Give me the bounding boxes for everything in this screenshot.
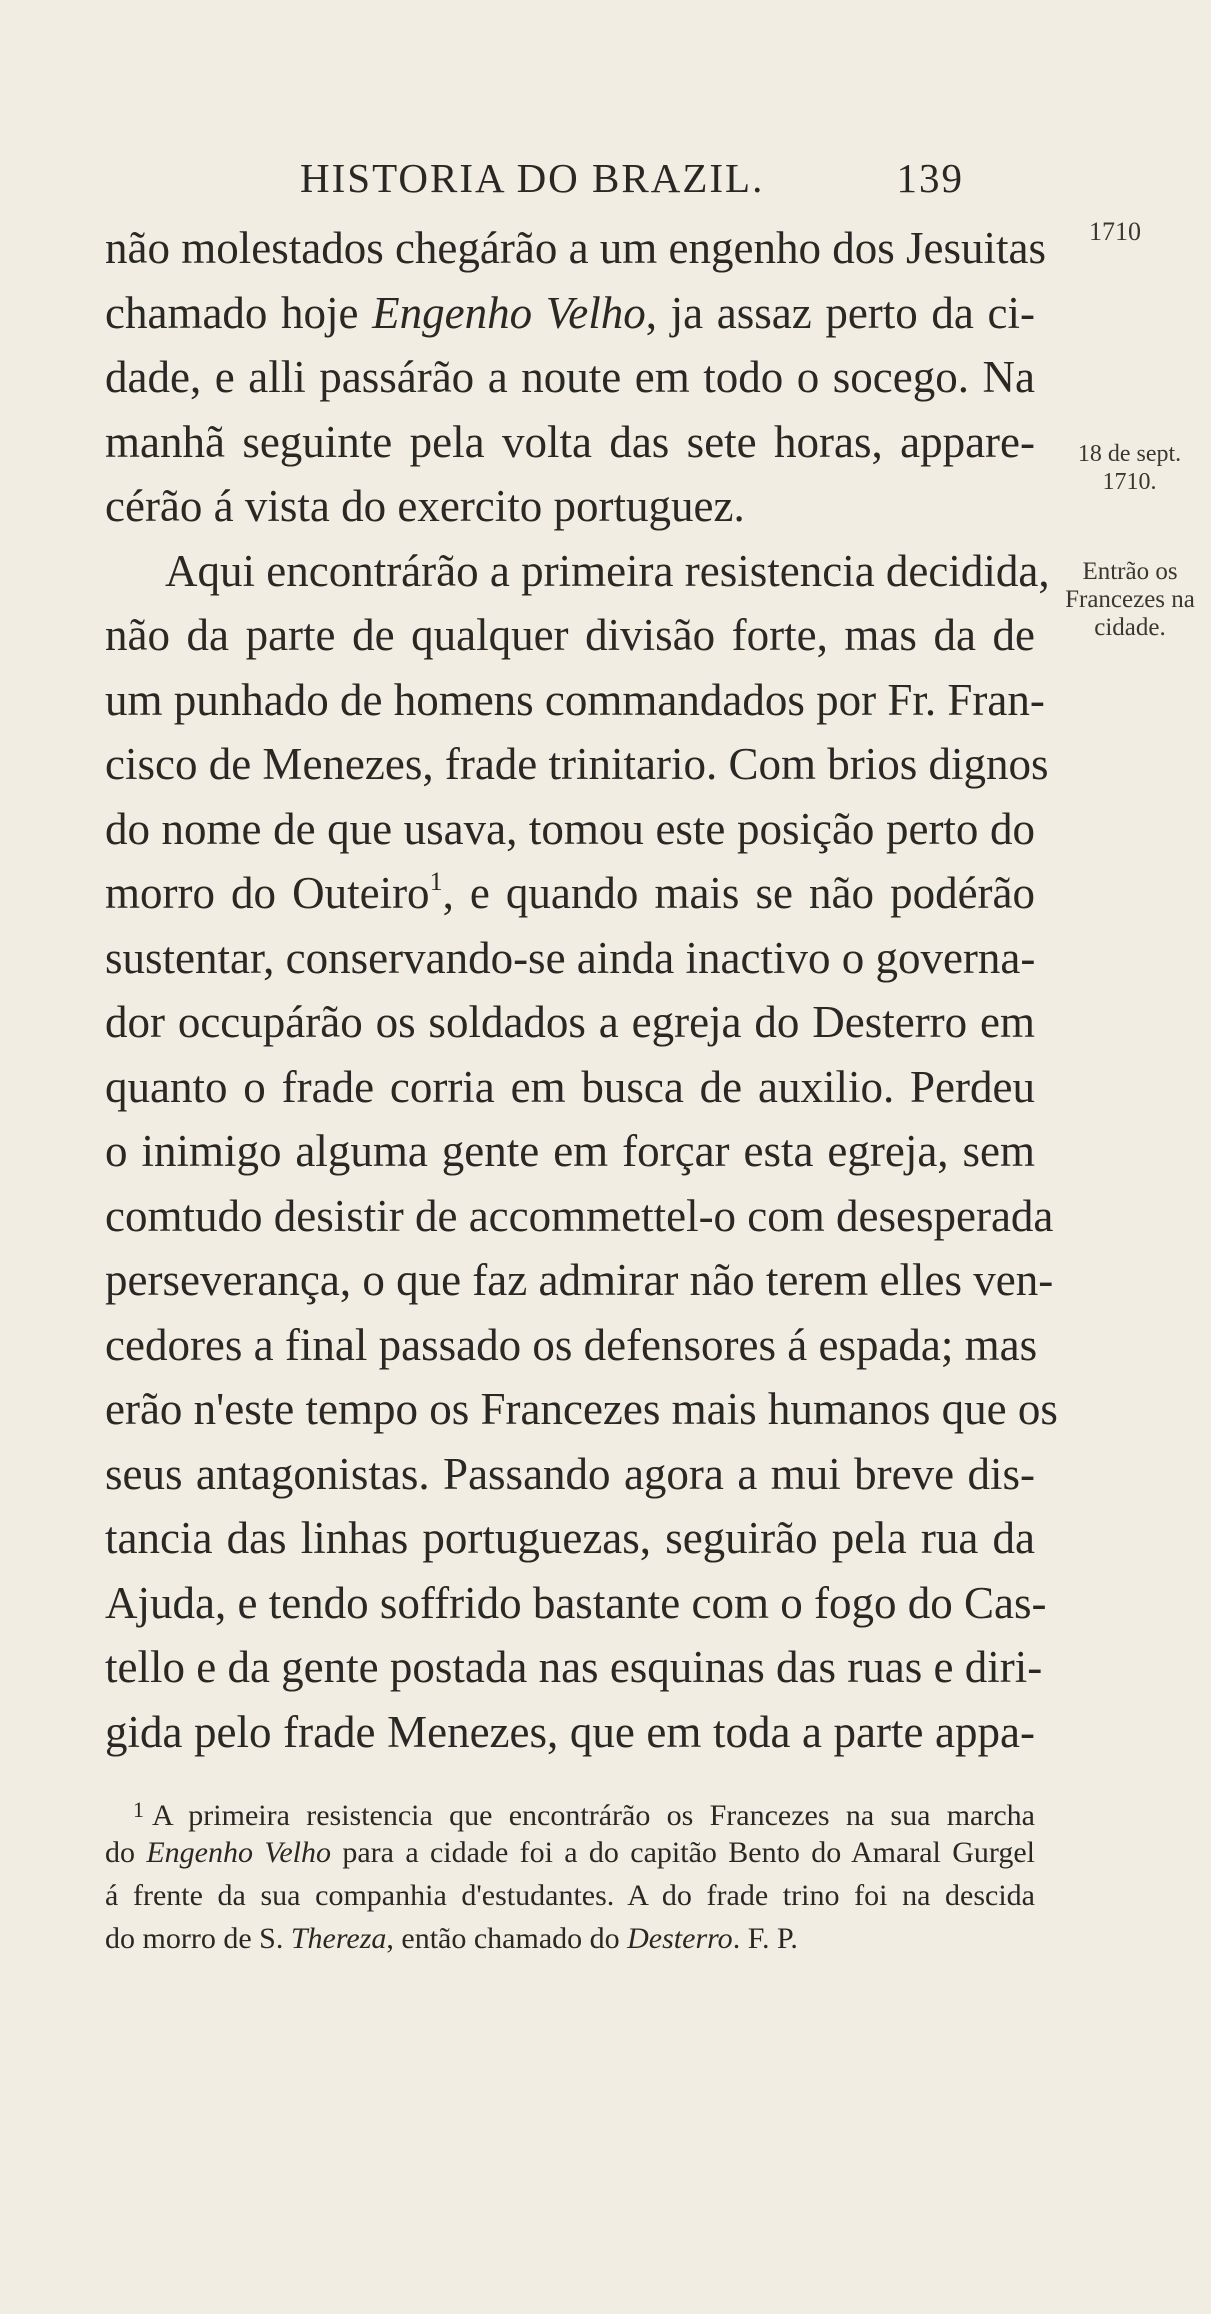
- body-line: tancia das linhas portuguezas, seguirão pela rua da: [105, 1513, 1035, 1563]
- margin-note-line: 1710: [1089, 217, 1141, 246]
- body-line: o inimigo alguma gente em forçar esta egreja, sem: [105, 1126, 1035, 1176]
- body-line: cedores a final passado os defensores á espada; mas: [105, 1319, 1038, 1370]
- body-line: cisco de Menezes, frade trinitario. Com brios dignos: [105, 739, 1049, 789]
- italic-text: Engenho Velho: [372, 287, 646, 338]
- body-line: não da parte de qualquer divisão forte, mas da de: [105, 610, 1035, 660]
- body-line: dade, e alli passárão a noute em todo o socego. Na: [105, 352, 1035, 402]
- margin-note-line: cidade.: [1094, 614, 1166, 641]
- body-line: morro do Outeiro$^1$, e quando mais se não podérão: [105, 867, 1036, 918]
- italic-text: Desterro: [627, 1922, 733, 1955]
- footnote-line: do morro de S. Thereza, então chamado do Desterro. F. P.: [105, 1922, 798, 1955]
- page-number: 139: [896, 155, 964, 201]
- body-line: quanto o frade corria em busca de auxilio. Perdeu: [105, 1061, 1035, 1112]
- body-line: tello e da gente postada nas esquinas das ruas e diri-: [105, 1642, 1043, 1692]
- body-line: sustentar, conservando-se ainda inactivo o governa-: [105, 932, 1036, 983]
- italic-text: Thereza: [290, 1922, 387, 1955]
- footnote-line: [105, 1788, 1035, 1831]
- body-line: chamado hoje Engenho Velho, ja assaz perto da ci-: [105, 287, 1035, 338]
- footnote: [105, 1788, 1035, 1960]
- margin-note-year: [1060, 218, 1170, 246]
- body-line: não molestados chegárão a um engenho dos Jesuitas: [105, 223, 1047, 273]
- body-text: [105, 216, 1058, 1764]
- body-line: um punhado de homens commandados por Fr. Fran-: [105, 674, 1045, 725]
- footnote-line: do Engenho Velho para a cidade foi a do capitão Bento do Amaral Gurgel: [105, 1836, 1036, 1869]
- body-line: do nome de que usava, tomou este posição perto do: [105, 803, 1035, 854]
- body-line: Ajuda, e tendo soffrido bastante com o fogo do Cas-: [105, 1577, 1047, 1628]
- body-line: Aqui encontrárão a primeira resistencia decidida,: [165, 545, 1050, 596]
- footnote-line-text: A primeira resistencia que encontrárão os Francezes na sua marcha: [152, 1799, 1035, 1832]
- margin-note-line: 1710.: [1102, 469, 1157, 495]
- footnote-marker: 1: [133, 1797, 144, 1822]
- body-line: comtudo desistir de accommettel-o com desesperada: [105, 1190, 1054, 1241]
- body-line: gida pelo frade Menezes, que em toda a parte appa-: [105, 1706, 1035, 1757]
- italic-text: Engenho Velho: [146, 1836, 331, 1869]
- margin-note-date: [1062, 440, 1197, 496]
- body-line: manhã seguinte pela volta das sete horas, appare-: [105, 416, 1035, 467]
- running-head: [300, 150, 964, 206]
- body-line: seus antagonistas. Passando agora a mui breve dis-: [105, 1448, 1035, 1499]
- body-line: erão n'este tempo os Francezes mais humanos que os: [105, 1384, 1058, 1434]
- running-title: HISTORIA DO BRAZIL.: [300, 155, 765, 201]
- body-line: perseverança, o que faz admirar não terem elles ven-: [105, 1255, 1054, 1305]
- footnote-reference: 1: [429, 867, 443, 896]
- margin-note-line: 18 de sept.: [1077, 441, 1182, 467]
- body-line: dor occupárão os soldados a egreja do Desterro em: [105, 997, 1035, 1047]
- margin-note-line: Entrão os: [1082, 558, 1178, 585]
- body-line: cérão á vista do exercito portuguez.: [105, 481, 745, 531]
- margin-note-line: Francezes na: [1065, 586, 1195, 613]
- margin-note-entry: [1050, 558, 1210, 642]
- footnote-line: á frente da sua companhia d'estudantes. A do frade trino foi na descida: [105, 1879, 1035, 1912]
